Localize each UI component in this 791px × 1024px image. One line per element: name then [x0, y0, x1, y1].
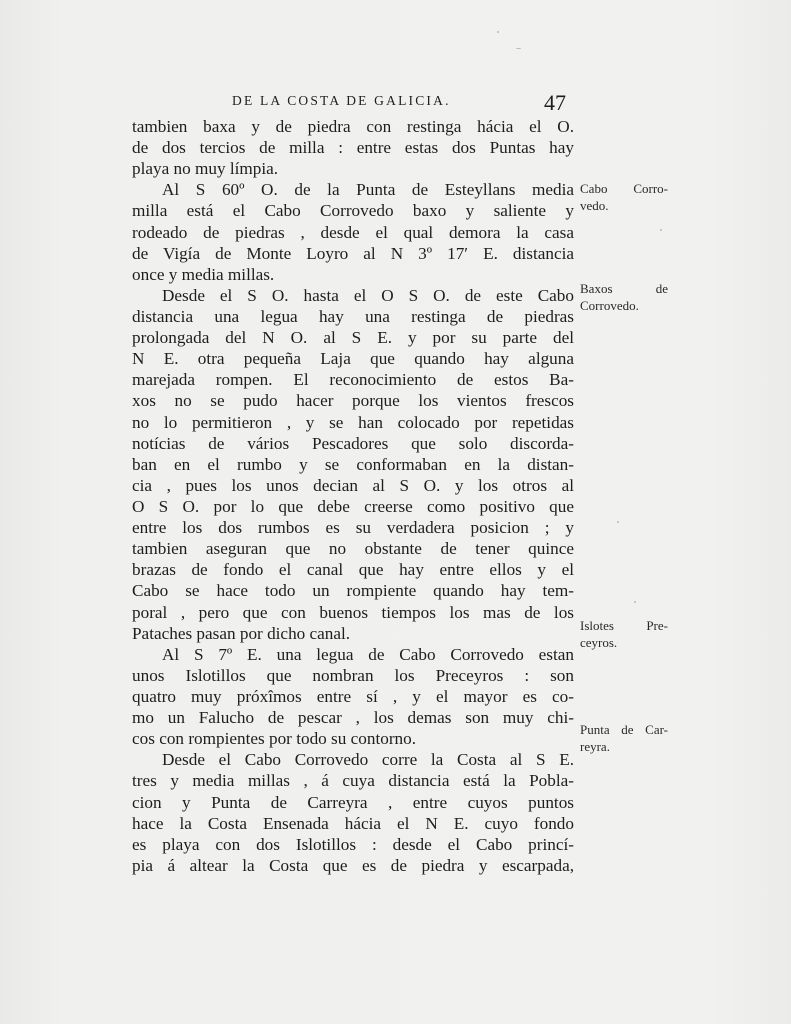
text-line: de Vigía de Monte Loyro al N 3º 17′ E. distancia	[132, 243, 574, 263]
margin-note-punta-de-carreyra	[580, 721, 668, 755]
text-line: ban en el rumbo y se conformaban en la distan-	[132, 454, 574, 474]
text-line: cos con rompientes por todo su contorno.	[132, 729, 417, 749]
text-line: marejada rompen. El reconocimiento de estos Ba-	[132, 370, 574, 390]
text-line: Pataches pasan por dicho canal.	[132, 623, 351, 643]
text-line: de dos tercios de milla : entre estas dos Puntas hay	[132, 138, 574, 158]
text-line: es playa con dos Islotillos : desde el Cabo princí-	[132, 834, 574, 854]
text-line: playa no muy límpia.	[132, 159, 279, 179]
running-head: DE LA COSTA DE GALICIA.	[232, 93, 451, 108]
text-line: tambien baxa y de piedra con restinga hácia el O.	[132, 117, 574, 136]
text-line: Desde el Cabo Corrovedo corre la Costa al S E.	[162, 750, 574, 770]
margin-note-baxos-de-corrovedo	[580, 280, 668, 314]
text-line: brazas de fondo el canal que hay entre ellos y el	[132, 560, 574, 580]
page-number: 47	[544, 90, 566, 115]
margin-note-line: Islotes Pre-	[580, 618, 668, 633]
text-line: distancia una legua hay una restinga de piedras	[132, 306, 574, 326]
text-line: notícias de vários Pescadores que solo discorda-	[132, 433, 574, 453]
margin-note-line: vedo.	[580, 198, 609, 213]
text-line: mo un Falucho de pescar , los demas son muy chi-	[132, 708, 574, 728]
margin-note-line: Punta de Car-	[580, 722, 668, 737]
text-line: tambien aseguran que no obstante de tener quince	[132, 539, 574, 559]
text-line: xos no se pudo hacer porque los vientos frescos	[132, 391, 574, 411]
margin-note-line: ceyros.	[580, 635, 618, 650]
text-line: tres y media millas , á cuya distancia está la Pobla-	[132, 771, 574, 791]
text-line: pia á altear la Costa que es de piedra y escarpada,	[132, 855, 574, 875]
paper-speck	[497, 31, 499, 33]
margin-note-cabo-corrovedo	[580, 180, 668, 214]
text-line: prolongada del N O. al S E. y por su parte del	[132, 328, 574, 348]
text-line: Desde el S O. hasta el O S O. de este Cabo	[162, 285, 574, 305]
text-line: cion y Punta de Carreyra , entre cuyos puntos	[132, 792, 574, 812]
text-line: Al S 7º E. una legua de Cabo Corrovedo estan	[162, 644, 574, 664]
paper-speck	[660, 229, 662, 231]
text-line: milla está el Cabo Corrovedo baxo y saliente y	[132, 201, 574, 221]
text-line: unos Islotillos que nombran los Preceyros : son	[132, 665, 574, 685]
margin-note-line: reyra.	[580, 739, 610, 754]
body-text	[132, 116, 574, 876]
text-line: cia , pues los unos decian al S O. y los otros al	[132, 475, 574, 495]
text-line: O S O. por lo que debe creerse como positivo que	[132, 496, 574, 516]
margin-note-islotes-preceyros	[580, 617, 668, 651]
text-line: quatro muy próxîmos entre sí , y el mayor es co-	[132, 686, 574, 706]
text-line: no lo permitieron , y se han colocado por repetidas	[132, 412, 574, 432]
margin-note-line: Corrovedo.	[580, 298, 639, 313]
text-line: entre los dos rumbos es su verdadera posicion ; y	[132, 518, 574, 538]
margin-note-line: Baxos de	[580, 281, 668, 296]
text-line: once y media millas.	[132, 264, 275, 284]
text-line: hace la Costa Ensenada hácia el N E. cuyo fondo	[132, 813, 574, 833]
paper-speck	[634, 601, 636, 603]
text-line: Cabo se hace todo un rompiente quando hay tem-	[132, 581, 574, 601]
paper-speck	[516, 48, 521, 49]
paper-speck	[617, 521, 619, 523]
text-line: Al S 60º O. de la Punta de Esteyllans media	[162, 180, 574, 200]
page-header	[232, 92, 572, 118]
margin-note-line: Cabo Corro-	[580, 181, 668, 196]
text-line: rodeado de piedras , desde el qual demora la casa	[132, 222, 574, 242]
text-line: N E. otra pequeña Laja que quando hay alguna	[132, 349, 574, 369]
text-line: poral , pero que con buenos tiempos los mas de los	[132, 602, 574, 622]
